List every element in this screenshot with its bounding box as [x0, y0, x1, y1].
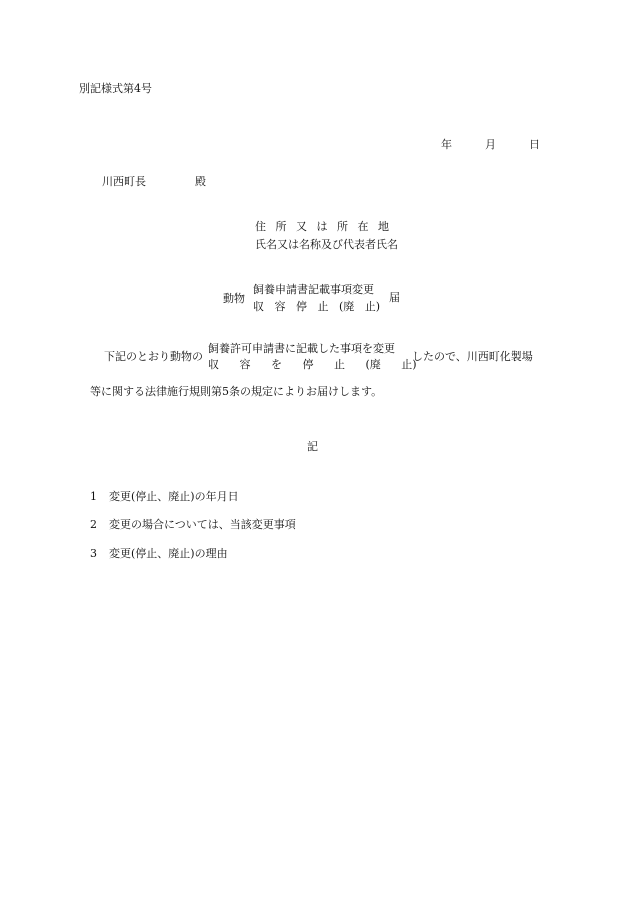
title-prefix: 動物	[223, 292, 245, 305]
body-line1-suffix: したので、川西町化製場	[412, 350, 533, 363]
item-number: 3	[90, 547, 97, 560]
addressee-name: 川西町長	[102, 175, 146, 188]
item-text: 変更(停止、廃止)の年月日	[109, 490, 239, 503]
list-item	[90, 491, 239, 502]
item-text: 変更の場合については、当該変更事項	[109, 518, 296, 531]
title-option-change: 飼養申請書記載事項変更	[253, 283, 374, 296]
list-item	[90, 519, 296, 530]
date-line	[441, 139, 540, 150]
item-number: 1	[90, 490, 97, 503]
address-label: 住 所 又 は 所 在 地	[255, 220, 389, 233]
item-text: 変更(停止、廃止)の理由	[109, 547, 228, 560]
month-label: 月	[485, 138, 496, 151]
title-suffix: 届	[389, 291, 400, 304]
body-option-change: 飼養許可申請書に記載した事項を変更	[208, 342, 395, 355]
name-label: 氏名又は名称及び代表者氏名	[255, 238, 398, 251]
section-title: 記	[307, 440, 318, 453]
form-number: 別記様式第4号	[79, 82, 152, 95]
body-line1-prefix: 下記のとおり動物の	[104, 350, 203, 363]
addressee-honorific: 殿	[195, 175, 206, 188]
day-label: 日	[529, 138, 540, 151]
body-line2: 等に関する法律施行規則第5条の規定によりお届けします。	[90, 385, 383, 398]
item-number: 2	[90, 518, 97, 531]
title-option-stop: 収 容 停 止 (廃 止)	[253, 300, 381, 313]
body-option-stop: 収 容 を 停 止 (廃 止)	[208, 358, 417, 371]
list-item	[90, 548, 228, 559]
year-label: 年	[441, 138, 452, 151]
